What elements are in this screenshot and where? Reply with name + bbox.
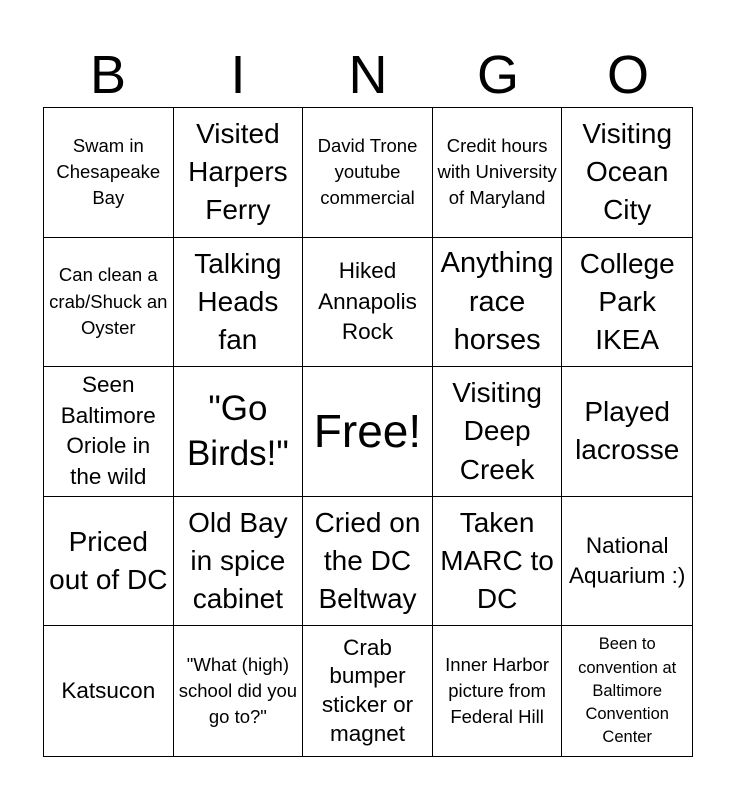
bingo-cell[interactable]	[303, 238, 433, 368]
cell-text: Been to convention at Baltimore Convention Center	[578, 635, 677, 746]
bingo-cell[interactable]	[562, 626, 692, 756]
bingo-cell[interactable]	[174, 108, 304, 238]
cell-text: Credit hours with University of Maryland	[437, 134, 557, 209]
header-letter-g: G	[476, 45, 519, 105]
cell-text: David Trone youtube commercial	[317, 134, 418, 209]
bingo-cell[interactable]	[44, 626, 174, 756]
cell-text: Talking Heads fan	[194, 247, 282, 355]
bingo-cell[interactable]	[174, 238, 304, 368]
cell-text: Visiting Deep Creek	[452, 377, 542, 485]
bingo-cell[interactable]	[303, 108, 433, 238]
cell-text: "What (high) school did you go to?"	[178, 653, 298, 728]
free-space-text: Free!	[313, 404, 422, 457]
header-letter-i: I	[230, 45, 246, 105]
cell-text: Priced out of DC	[49, 526, 168, 596]
bingo-cell[interactable]	[174, 367, 304, 497]
cell-text: Seen Baltimore Oriole in the wild	[60, 372, 156, 490]
bingo-cell[interactable]	[562, 238, 692, 368]
cell-text: Swam in Chesapeake Bay	[56, 134, 161, 209]
cell-text: Hiked Annapolis Rock	[318, 258, 417, 345]
bingo-board	[43, 107, 693, 757]
cell-text: Played lacrosse	[575, 396, 680, 466]
free-space-cell[interactable]	[303, 367, 433, 497]
header-letter-n: N	[348, 45, 388, 105]
cell-text: Katsucon	[61, 677, 156, 703]
bingo-cell[interactable]	[44, 238, 174, 368]
bingo-cell[interactable]	[174, 626, 304, 756]
bingo-cell[interactable]	[44, 497, 174, 627]
cell-text: Inner Harbor picture from Federal Hill	[445, 653, 550, 728]
header-letter-b: B	[89, 45, 127, 105]
bingo-cell[interactable]	[562, 367, 692, 497]
bingo-cell[interactable]	[303, 497, 433, 627]
header-letter-o: O	[606, 45, 649, 105]
cell-text: Crab bumper sticker or magnet	[321, 634, 414, 746]
cell-text: Taken MARC to DC	[440, 506, 554, 615]
cell-text: Can clean a crab/Shuck an Oyster	[49, 264, 168, 339]
bingo-cell[interactable]	[433, 367, 563, 497]
bingo-cell[interactable]	[174, 497, 304, 627]
bingo-cell[interactable]	[44, 108, 174, 238]
bingo-cell[interactable]	[433, 626, 563, 756]
cell-text: Anything race horses	[440, 247, 554, 357]
bingo-cell[interactable]	[433, 238, 563, 368]
bingo-cell[interactable]	[433, 497, 563, 627]
cell-text: "Go Birds!"	[186, 388, 289, 474]
bingo-cell[interactable]	[562, 108, 692, 238]
cell-text: Visited Harpers Ferry	[188, 118, 288, 226]
cell-text: College Park IKEA	[579, 247, 675, 355]
cell-text: Visiting Ocean City	[582, 118, 673, 226]
bingo-cell[interactable]	[303, 626, 433, 756]
bingo-cell[interactable]	[433, 108, 563, 238]
bingo-cell[interactable]	[44, 367, 174, 497]
bingo-header	[43, 44, 693, 106]
cell-text: Old Bay in spice cabinet	[188, 506, 288, 615]
cell-text: National Aquarium :)	[569, 532, 686, 589]
cell-text: Cried on the DC Beltway	[314, 506, 421, 615]
bingo-cell[interactable]	[562, 497, 692, 627]
